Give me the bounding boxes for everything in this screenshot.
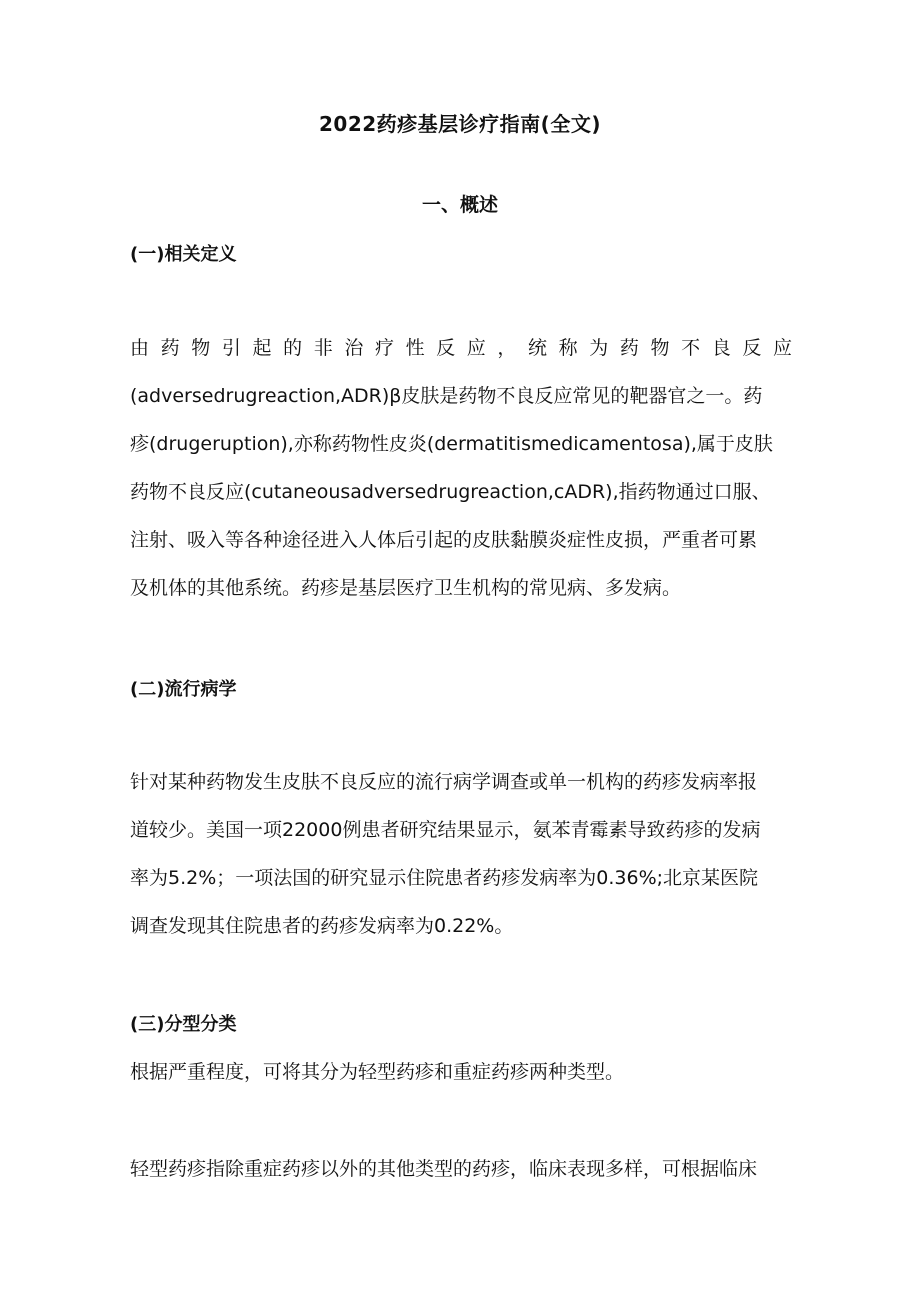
paragraph-line: 药物不良反应(cutaneousadversedrugreaction,cADR),指药物通过口服、 xyxy=(130,481,771,503)
paragraph-line: (adversedrugreaction,ADR)β皮肤是药物不良反应常见的靶器官之一。药 xyxy=(130,385,763,407)
paragraph-classification-intro: 根据严重程度，可将其分为轻型药疹和重症药疹两种类型。 xyxy=(130,1061,625,1083)
section-heading-overview: 一、概述 xyxy=(421,194,498,216)
paragraph-definition xyxy=(130,324,792,612)
paragraph-line: 道较少。美国一项22000例患者研究结果显示，氨苯青霉素导致药疹的发病 xyxy=(130,819,761,841)
paragraph-line: 针对某种药物发生皮肤不良反应的流行病学调查或单一机构的药疹发病率报 xyxy=(130,771,758,793)
paragraph-line: 及机体的其他系统。药疹是基层医疗卫生机构的常见病、多发病。 xyxy=(130,577,682,599)
paragraph-line: 由药物引起的非治疗性反应，统称为药物不良反应 xyxy=(130,337,792,359)
subheading-classification: (三)分型分类 xyxy=(130,1014,237,1035)
subheading-epidemiology: (二)流行病学 xyxy=(130,679,237,700)
paragraph-line: 率为5.2%；一项法国的研究显示住院患者药疹发病率为0.36%;北京某医院 xyxy=(130,867,759,889)
paragraph-mild-type: 轻型药疹指除重症药疹以外的其他类型的药疹，临床表现多样，可根据临床 xyxy=(130,1158,758,1180)
document-title: 2022药疹基层诊疗指南(全文) xyxy=(319,112,601,136)
paragraph-line: 调查发现其住院患者的药疹发病率为0.22%。 xyxy=(130,915,514,937)
paragraph-line: 疹(drugeruption),亦称药物性皮炎(dermatitismedicamentosa),属于皮肤 xyxy=(130,433,773,455)
paragraph-line: 注射、吸入等各种途径进入人体后引起的皮肤黏膜炎症性皮损，严重者可累 xyxy=(130,529,758,551)
paragraph-epidemiology xyxy=(130,758,792,950)
subheading-definition: (一)相关定义 xyxy=(130,244,237,265)
